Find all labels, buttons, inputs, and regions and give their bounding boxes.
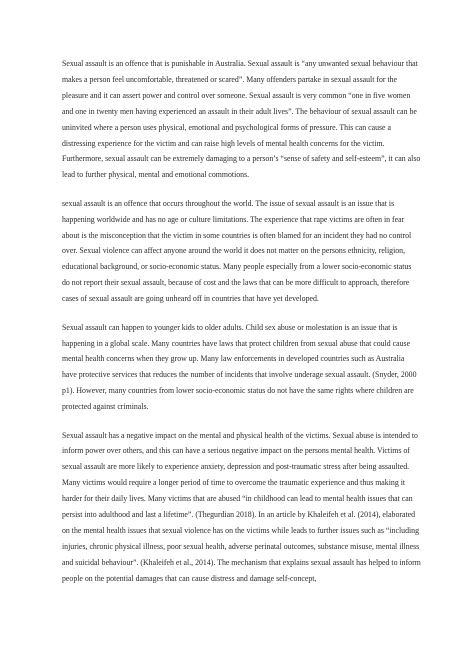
paragraph-1: Sexual assault is an offence that is punishable in Australia. Sexual assault is “any unwanted sexual behaviour that makes a person feel uncomfortable, threatened or scared”. Many offenders partake in sexual assault for the pleasure and it can assert power and control over someone. Sexual assault is very common “one in five women and one in twenty men having experienced an assault in their adult lives”. The behaviour of sexual assault can be uninvited where a person uses physical, emotional and psychological forms of pressure. This can cause a distressing experience for the victim and can raise high levels of mental health concerns for the victim. Furthermore, sexual assault can be extremely damaging to a person’s “sense of safety and self-esteem”, it can also lead to further physical, mental and emotional commotions. <box>62 59 421 180</box>
document-body <box>62 56 421 599</box>
paragraph-3: Sexual assault can happen to younger kids to older adults. Child sex abuse or molestation is an issue that is happening in a global scale. Many countries have laws that protect children from sexual abuse that could cause mental health concerns when they grow up. Many law enforcements in developed countries such as Australia have protective services that reduces the number of incidents that involve underage sexual assault. (Snyder, 2000 p1). However, many countries from lower socio-economic status do not have the same rights where children are protected against criminals. <box>62 322 417 412</box>
paragraph-4: Sexual assault has a negative impact on the mental and physical health of the victims. Sexual abuse is intended to inform power over others, and this can have a serious negative impact on the persons mental health. Victims of sexual assault are more likely to experience anxiety, depression and post-traumatic stress after being assaulted. Many victims would require a longer period of time to overcome the traumatic experience and thus making it harder for their daily lives. Many victims that are abused “in childhood can lead to mental health issues that can persist into adulthood and last a lifetime”. (Thegurdian 2018). In an article by Khaleifeh et al. (2014), elaborated on the mental health issues that sexual violence has on the victims while leads to further issues such as “including injuries, chronic physical illness, poor sexual health, adverse perinatal outcomes, substance misuse, mental illness and suicidal behaviour”. (Khaleifeh et al., 2014). The mechanism that explains sexual assault has helped to inform people on the potential damages that can cause distress and damage self-concept, <box>62 430 421 583</box>
paragraph-2: sexual assault is an offence that occurs throughout the world. The issue of sexual assault is an issue that is happening worldwide and has no age or culture limitations. The experience that rape victims are often in fear about is the misconception that the victim in some countries is often blamed for an incident they had no control over. Sexual violence can affect anyone around the world it does not matter on the persons ethnicity, religion, educational background, or socio-economic status. Many people especially from a lower socio-economic status do not report their sexual assault, because of cost and the laws that can be more difficult to approach, therefore cases of sexual assault are going unheard off in countries that have yet developed. <box>62 198 412 304</box>
